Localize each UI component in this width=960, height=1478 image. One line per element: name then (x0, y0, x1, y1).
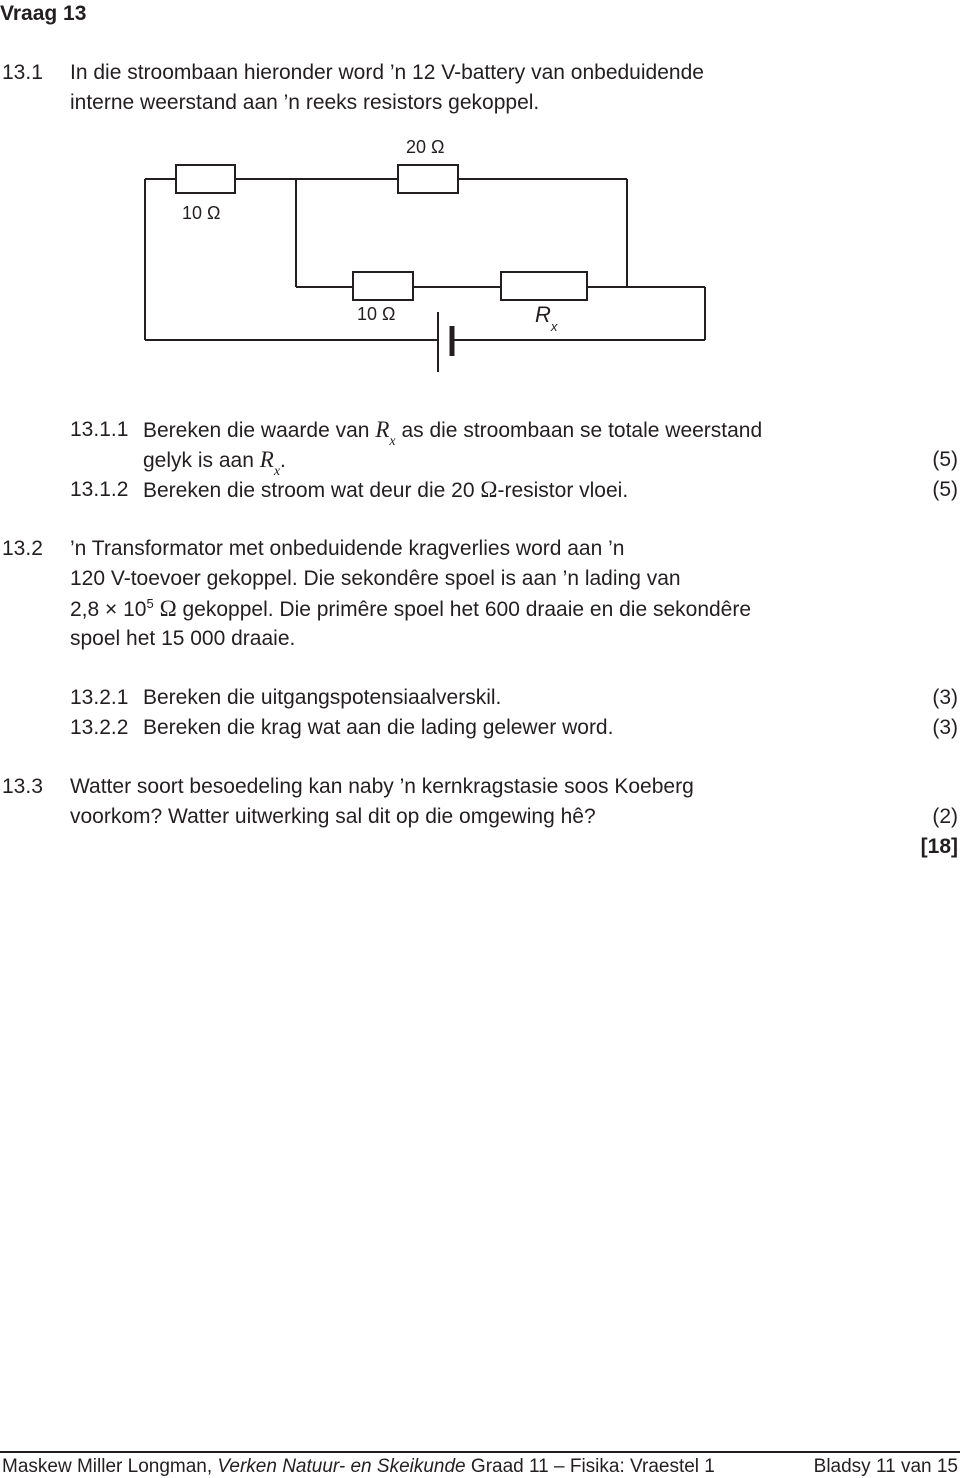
resistor-10-ohm-lower (353, 272, 413, 300)
label-20-ohm: 20 Ω (406, 137, 445, 157)
question-13-1-1-line2-a: gelyk is aan (143, 449, 254, 472)
question-13-2-line-4: spoel het 15 000 draaie. (70, 627, 296, 650)
question-13-1-1-text-b: as die stroombaan se totale weerstand (401, 419, 763, 442)
question-number-13-2-2: 13.2.2 (70, 716, 129, 739)
question-13-1-line-2: interne weerstand aan ’n reeks resistors gekoppel. (70, 91, 540, 114)
question-number-13-1: 13.1 (2, 61, 43, 84)
question-13-2-line-1: ’n Transformator met onbeduidende kragverlies word aan ’n (70, 537, 625, 560)
question-13-1-2-text (143, 478, 628, 503)
question-13-1-1-line-2 (143, 447, 286, 479)
exponent: 5 (146, 596, 154, 611)
resistor-rx (501, 272, 587, 300)
question-13-2-line-2: 120 V-toevoer gekoppel. Die sekondêre spoel is aan ’n lading van (70, 567, 681, 590)
question-13-2-2-text: Bereken die krag wat aan die lading gelewer word. (143, 716, 614, 739)
question-number-13-1-1: 13.1.1 (70, 418, 129, 441)
question-13-1-1-line2-b: . (280, 449, 286, 472)
symbol-subscript-x-2: x (273, 464, 281, 479)
question-13-1-1-text-a: Bereken die waarde van (143, 419, 370, 442)
marks-13-2-2: (3) (932, 716, 958, 739)
question-13-3-line-2: voorkom? Watter uitwerking sal dit op die omgewing hê? (70, 805, 596, 828)
marks-13-1-1: (5) (932, 448, 958, 471)
question-13-1-1-line-1 (143, 417, 763, 449)
question-heading: Vraag 13 (0, 2, 87, 25)
footer-divider (0, 1451, 960, 1453)
resistor-10-ohm-top (176, 165, 235, 193)
question-13-3-line-1: Watter soort besoedeling kan naby ’n kernkragstasie soos Koeberg (70, 775, 694, 798)
symbol-r-2: R (259, 447, 274, 472)
footer-book-title: Verken Natuur- en Skeikunde (217, 1456, 466, 1477)
battery-symbol (438, 312, 452, 372)
label-10-ohm-top: 10 Ω (182, 203, 221, 223)
question-13-2-line3-a: 2,8 × 10 (70, 598, 147, 621)
question-total: [18] (920, 835, 958, 858)
circuit-diagram (0, 120, 960, 380)
label-rx: $R_x$ (535, 302, 558, 334)
omega-symbol-2: Ω (159, 596, 177, 621)
symbol-r: R (375, 417, 390, 442)
question-13-1-2-text-b: -resistor vloei. (497, 479, 629, 502)
question-13-1-2-text-a: Bereken die stroom wat deur die 20 (143, 479, 475, 502)
marks-13-2-1: (3) (932, 686, 958, 709)
footer-publisher: Maskew Miller Longman, (2, 1456, 213, 1477)
footer-grade: Graad 11 – Fisika: Vraestel 1 (470, 1456, 715, 1477)
omega-symbol: Ω (480, 477, 498, 502)
question-13-1-line-1: In die stroombaan hieronder word ’n 12 V-battery van onbeduidende (70, 61, 704, 84)
question-number-13-2-1: 13.2.1 (70, 686, 129, 709)
question-number-13-1-2: 13.1.2 (70, 478, 129, 501)
symbol-subscript-x: x (389, 434, 396, 449)
marks-13-1-2: (5) (932, 478, 958, 501)
label-10-ohm-lower: 10 Ω (357, 304, 396, 324)
question-13-2-1-text: Bereken die uitgangspotensiaalverskil. (143, 686, 502, 709)
resistor-20-ohm (398, 165, 458, 193)
marks-13-3: (2) (932, 805, 958, 828)
question-13-2-line-3 (70, 597, 751, 624)
question-13-2-line3-b: gekoppel. Die primêre spoel het 600 draaie en die sekondêre (182, 598, 752, 621)
footer-citation (2, 1456, 715, 1478)
question-number-13-3: 13.3 (2, 775, 43, 798)
footer-page-number: Bladsy 11 van 15 (813, 1456, 958, 1477)
question-number-13-2: 13.2 (2, 537, 43, 560)
